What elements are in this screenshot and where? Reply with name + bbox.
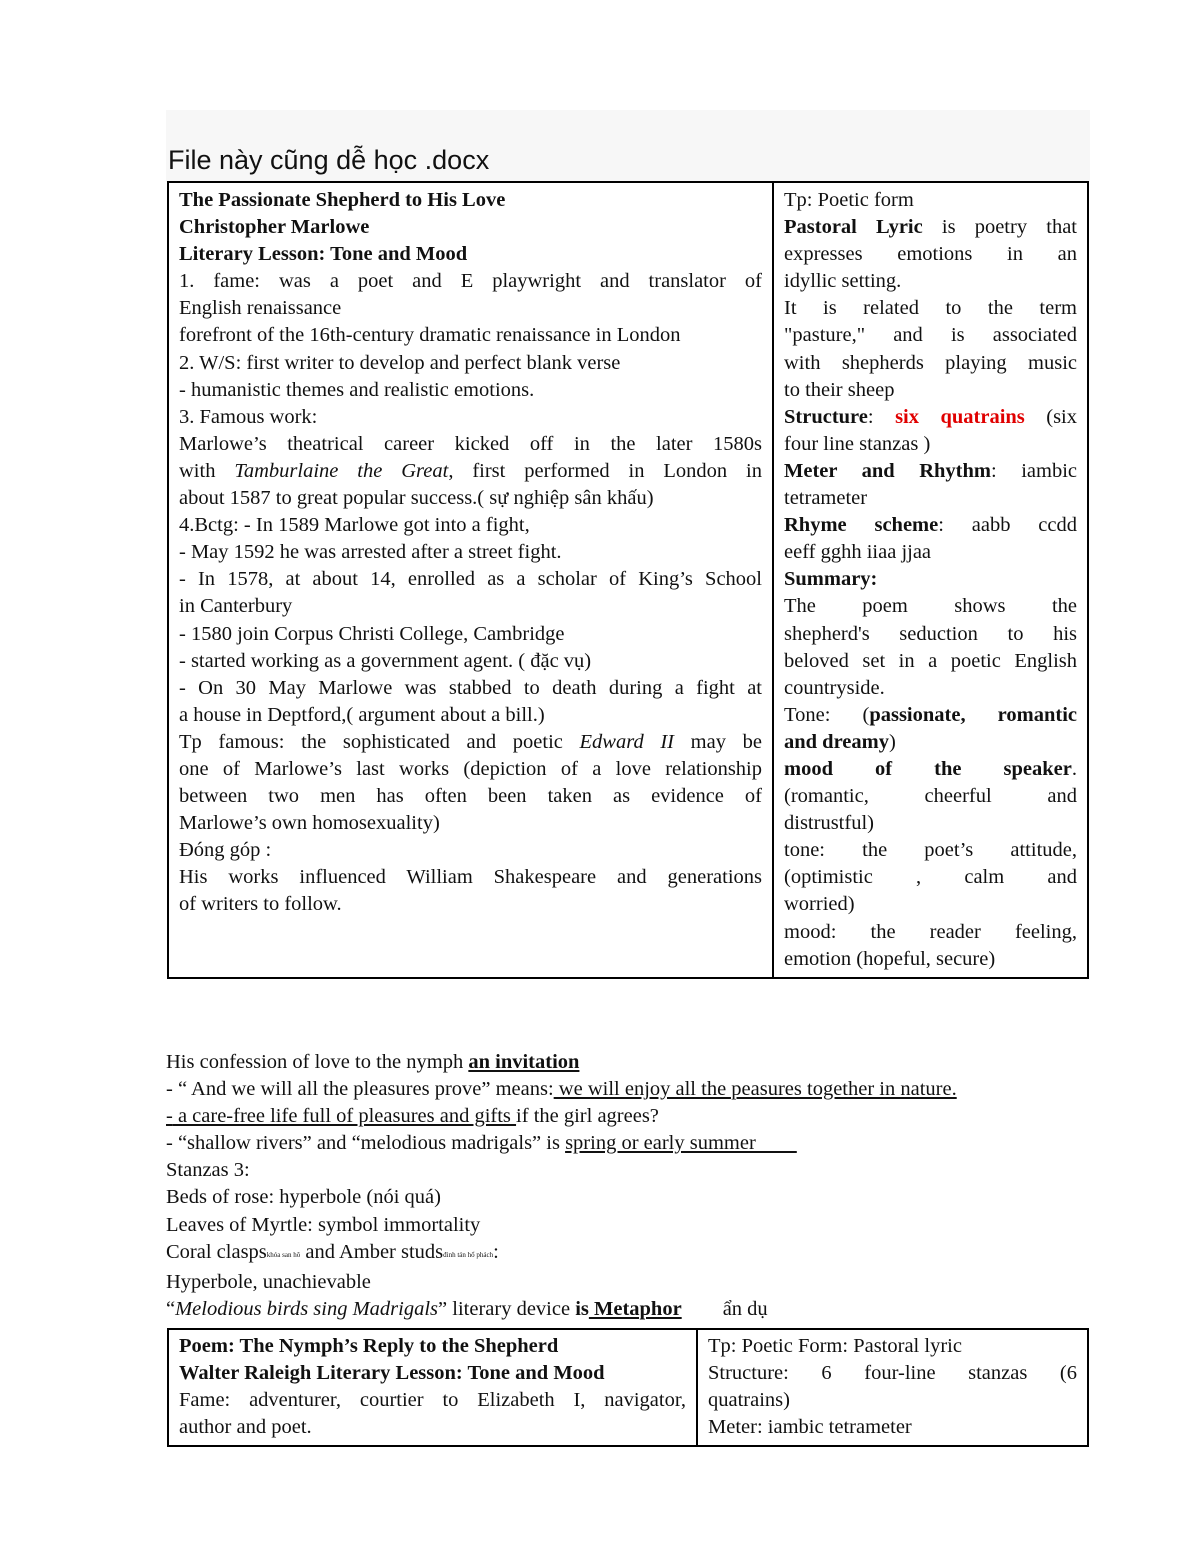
related-line-2: "pasture," and is associated bbox=[784, 324, 1077, 347]
career-text: with bbox=[179, 459, 235, 482]
poem2-form-line: Tp: Poetic Form: Pastoral lyric bbox=[708, 1335, 962, 1357]
summary-line-4: countryside. bbox=[784, 676, 885, 699]
death-line-1: - On 30 May Marlowe was stabbed to death during a fight at bbox=[179, 676, 762, 699]
note-myrtle: Leaves of Myrtle: symbol immortality bbox=[166, 1213, 481, 1236]
marlowe-author-cell bbox=[168, 182, 773, 978]
pastoral-lyric-line-3: idyllic setting. bbox=[784, 270, 902, 293]
note-text: - “ And we will all the pleasures prove” means: bbox=[166, 1078, 554, 1101]
career-line-2 bbox=[179, 458, 762, 485]
meter-value: : iambic bbox=[990, 459, 1077, 482]
ws-line: 2. W/S: first writer to develop and perfect blank verse bbox=[179, 351, 621, 374]
note-confession bbox=[166, 1049, 1106, 1076]
influence-line-1: His works influenced William Shakespeare and generations bbox=[179, 866, 762, 889]
related-line-1: It is related to the term bbox=[784, 297, 1077, 320]
note-annotation: đinh tán hổ phách bbox=[443, 1250, 494, 1259]
note-metaphor-term: Metaphor bbox=[588, 1297, 682, 1320]
fame-line-3: forefront of the 16th-century dramatic renaissance in London bbox=[179, 324, 681, 347]
structure-tail: (six bbox=[1024, 405, 1077, 428]
note-stanzas: Stanzas 3: bbox=[166, 1159, 250, 1182]
arrest-line: - May 1592 he was arrested after a street fight. bbox=[179, 541, 562, 564]
famous-work-heading: 3. Famous work: bbox=[179, 405, 318, 428]
note-text: and Amber studs bbox=[300, 1240, 444, 1263]
tone-definition-line-1: tone: the poet’s attitude, bbox=[784, 839, 1077, 862]
raleigh-table bbox=[167, 1328, 1089, 1447]
note-pleasures-meaning: we will enjoy all the peasures together in nature. bbox=[553, 1078, 957, 1101]
rhyme-label: Rhyme scheme bbox=[784, 514, 939, 537]
work-title-edward: Edward II bbox=[579, 730, 675, 753]
note-hyperbole: Hyperbole, unachievable bbox=[166, 1270, 371, 1293]
mood-line-3: distrustful) bbox=[784, 812, 874, 835]
marlowe-poem-cell bbox=[773, 182, 1088, 978]
tone-definition-line-3: worried) bbox=[784, 893, 855, 916]
tone-label: Tone: ( bbox=[784, 703, 870, 726]
rhyme-value: : aabb ccdd bbox=[938, 514, 1078, 537]
mood-dot: . bbox=[1071, 757, 1077, 780]
note-text: - “shallow rivers” and “melodious madrigals” is bbox=[166, 1132, 566, 1155]
summary-label: Summary: bbox=[784, 568, 878, 591]
mood-line-1 bbox=[784, 756, 1077, 783]
tp-famous-line-3: between two men has often been taken as evidence of bbox=[179, 785, 762, 808]
school-line-2: in Canterbury bbox=[179, 595, 293, 618]
note-text: His confession of love to the nymph bbox=[166, 1051, 469, 1073]
influence-line-2: of writers to follow. bbox=[179, 893, 342, 916]
note-translation: ẩn dụ bbox=[681, 1297, 768, 1320]
related-line-4: to their sheep bbox=[784, 378, 895, 401]
poetic-form-line: Tp: Poetic form bbox=[784, 189, 914, 211]
note-quote: Melodious birds sing Madrigals bbox=[175, 1297, 439, 1320]
meter-line-2: tetrameter bbox=[784, 487, 868, 510]
tp-text: may be bbox=[674, 730, 762, 753]
agent-line: - started working as a government agent. ( đặc vụ) bbox=[179, 649, 592, 672]
school-line-1: - In 1578, at about 14, enrolled as a scholar of King’s School bbox=[179, 568, 762, 591]
note-invitation: an invitation bbox=[468, 1051, 580, 1073]
pastoral-lyric-line-2: expresses emotions in an bbox=[784, 243, 1077, 266]
related-line-3: with shepherds playing music bbox=[784, 351, 1077, 374]
rhyme-line-1 bbox=[784, 512, 1077, 539]
mood-label: mood of the speaker bbox=[784, 757, 1072, 780]
tone-value: passionate, romantic bbox=[869, 703, 1077, 726]
note-pleasures bbox=[166, 1076, 1106, 1103]
poem2-meter-line: Meter: iambic tetrameter bbox=[708, 1416, 912, 1439]
corpus-line: - 1580 join Corpus Christi College, Cambridge bbox=[179, 622, 565, 645]
poem2-fame-line-1: Fame: adventurer, courtier to Elizabeth I, navigator, bbox=[179, 1389, 686, 1412]
note-carefree bbox=[166, 1103, 1106, 1130]
raleigh-author-cell bbox=[168, 1329, 697, 1446]
fame-line-1: 1. fame: was a poet and E playwright and translator of bbox=[179, 270, 762, 293]
raleigh-poem-cell bbox=[697, 1329, 1088, 1446]
fame-line-2: English renaissance bbox=[179, 297, 342, 320]
rhyme-line-2: eeff gghh iiaa jjaa bbox=[784, 541, 932, 564]
tone-line-2 bbox=[784, 729, 1077, 756]
poem2-author-lesson: Walter Raleigh Literary Lesson: Tone and Mood bbox=[179, 1362, 605, 1385]
poem2-structure-line-1: Structure: 6 four-line stanzas (6 bbox=[708, 1362, 1077, 1385]
bctg-line: 4.Bctg: - In 1589 Marlowe got into a fight, bbox=[179, 514, 530, 537]
mood-definition-line-1: mood: the reader feeling, bbox=[784, 920, 1077, 943]
poem-author: Christopher Marlowe bbox=[179, 216, 370, 239]
note-dash: - bbox=[166, 1105, 173, 1128]
career-line-1: Marlowe’s theatrical career kicked off in the later 1580s bbox=[179, 432, 762, 455]
mood-line-2: (romantic, cheerful and bbox=[784, 785, 1077, 808]
document-title: File này cũng dễ học .docx bbox=[168, 145, 490, 175]
note-text: if the girl agrees? bbox=[516, 1105, 659, 1128]
tone-close: ) bbox=[888, 730, 896, 753]
pastoral-lyric-line-1 bbox=[784, 214, 1077, 241]
tp-famous-line-4: Marlowe’s own homosexuality) bbox=[179, 812, 440, 835]
note-season: spring or early summer bbox=[565, 1132, 797, 1155]
structure-colon: : bbox=[867, 405, 896, 428]
tone-definition-line-2: (optimistic , calm and bbox=[784, 866, 1077, 889]
note-text: : bbox=[493, 1240, 499, 1263]
poem-title: The Passionate Shepherd to His Love bbox=[179, 189, 506, 211]
career-text: , first performed in London in bbox=[448, 459, 762, 482]
note-beds-of-rose: Beds of rose: hyperbole (nói quá) bbox=[166, 1186, 441, 1209]
poem2-structure-line-2: quatrains) bbox=[708, 1389, 790, 1412]
tone-line-1 bbox=[784, 702, 1077, 729]
pastoral-lyric-term: Pastoral Lyric bbox=[784, 216, 923, 239]
note-text: “ bbox=[166, 1297, 176, 1320]
marlowe-table bbox=[167, 181, 1089, 979]
work-title-tamburlaine: Tamburlaine the Great bbox=[234, 459, 449, 482]
tp-famous-line-1 bbox=[179, 729, 762, 756]
meter-line-1 bbox=[784, 458, 1077, 485]
note-text: ” literary device bbox=[438, 1297, 576, 1320]
summary-line-1: The poem shows the bbox=[784, 595, 1077, 618]
structure-line-1 bbox=[784, 404, 1077, 431]
notes-section bbox=[166, 1049, 1106, 1323]
meter-label: Meter and Rhythm bbox=[784, 459, 991, 482]
poem2-title: Poem: The Nymph’s Reply to the Shepherd bbox=[179, 1335, 559, 1357]
note-is: is bbox=[575, 1297, 589, 1320]
literary-lesson: Literary Lesson: Tone and Mood bbox=[179, 243, 468, 266]
tp-famous-line-2: one of Marlowe’s last works (depiction of a love relationship bbox=[179, 757, 762, 780]
mood-definition-line-2: emotion (hopeful, secure) bbox=[784, 947, 996, 970]
note-rivers bbox=[166, 1130, 1106, 1157]
themes-line: - humanistic themes and realistic emotions. bbox=[179, 378, 535, 401]
career-line-3: about 1587 to great popular success.( sự nghiệp sân khấu) bbox=[179, 487, 654, 510]
note-metaphor bbox=[166, 1296, 1106, 1323]
tone-value-end: and dreamy bbox=[784, 730, 889, 753]
note-coral bbox=[166, 1239, 1106, 1269]
contribution-heading: Đóng góp : bbox=[179, 839, 272, 862]
structure-value: six quatrains bbox=[895, 405, 1025, 428]
note-annotation: khóa san hô bbox=[266, 1250, 301, 1259]
summary-line-3: beloved set in a poetic English bbox=[784, 649, 1077, 672]
tp-text: Tp famous: the sophisticated and poetic bbox=[179, 730, 580, 753]
pastoral-lyric-text: is poetry that bbox=[922, 216, 1077, 239]
death-line-2: a house in Deptford,( argument about a bill.) bbox=[179, 703, 545, 726]
note-carefree-life: a care-free life full of pleasures and gifts bbox=[172, 1105, 517, 1128]
summary-line-2: shepherd's seduction to his bbox=[784, 622, 1077, 645]
poem2-fame-line-2: author and poet. bbox=[179, 1416, 312, 1439]
structure-label: Structure bbox=[784, 405, 868, 428]
note-text: Coral clasps bbox=[166, 1240, 267, 1263]
structure-line-2: four line stanzas ) bbox=[784, 432, 931, 455]
